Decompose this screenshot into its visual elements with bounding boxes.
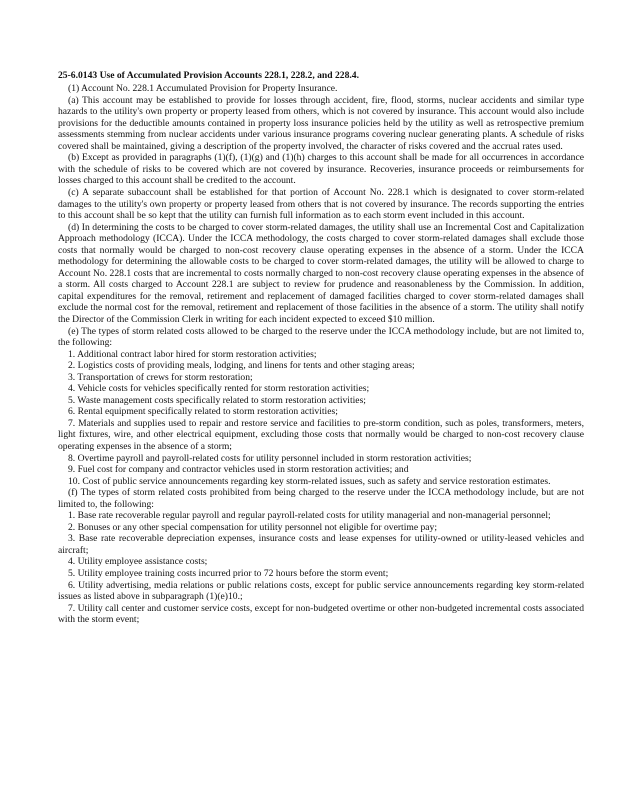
- list-item-f3: 3. Base rate recoverable depreciation expenses, insurance costs and lease expenses for utility-owned or utility-leased vehicles and aircraft;: [58, 533, 584, 556]
- rule-title: 25-6.0143 Use of Accumulated Provision Accounts 228.1, 228.2, and 228.4.: [58, 70, 359, 81]
- paragraph-1d: (d) In determining the costs to be charged to cover storm-related damages, the utility shall use an Incremental Cost and Capitalization Approach methodology (ICCA). Under the ICCA methodology, the costs charged to cover storm-related damages shall exclude those costs that normally would be charged to non-cost recovery clause operating expenses in the absence of a storm. Under the ICCA methodology for determining the allowable costs to be charged to cover storm-related damages, the utility will be allowed to charge to Account No. 228.1 costs that are incremental to costs normally charged to non-cost recovery clause operating expenses in the absence of a storm. All costs charged to Account 228.1 are subject to review for prudence and reasonableness by the Commission. In addition, capital expenditures for the removal, retirement and replacement of damaged facilities charged to cover storm-related damages shall exclude the normal cost for the removal, retirement and replacement of those facilities in the absence of a storm. The utility shall notify the Director of the Commission Clerk in writing for each incident expected to exceed $10 million.: [58, 221, 584, 325]
- list-item-e4: 4. Vehicle costs for vehicles specifically rented for storm restoration activities;: [68, 383, 370, 395]
- list-item-f5: 5. Utility employee training costs incurred prior to 72 hours before the storm event;: [68, 568, 389, 580]
- paragraph-1b: (b) Except as provided in paragraphs (1)(f), (1)(g) and (1)(h) charges to this account shall be made for all occurrences in accordance with the schedule of risks to be covered which are not covered by insurance. Recoveries, insurance proceeds or reimbursements for losses charged to this account shall be credited to the account.: [58, 152, 584, 187]
- list-item-e9: 9. Fuel cost for company and contractor vehicles used in storm restoration activities; and: [68, 464, 409, 476]
- list-item-e7: 7. Materials and supplies used to repair and restore service and facilities to pre-storm condition, such as poles, transformers, meters, light fixtures, wire, and other electrical equipment, excluding those costs that normally would be charged to non-cost recovery clause operating expenses in the absence of a storm;: [58, 417, 584, 452]
- paragraph-1: (1) Account No. 228.1 Accumulated Provision for Property Insurance.: [68, 83, 338, 95]
- paragraph-1e: (e) The types of storm related costs allowed to be charged to the reserve under the ICCA methodology include, but are not limited to, the following:: [58, 325, 584, 349]
- list-item-f6: 6. Utility advertising, media relations or public relations costs, except for public service announcements regarding key storm-related issues as listed above in subparagraph (1)(e)10.;: [58, 579, 584, 603]
- paragraph-1a: (a) This account may be established to provide for losses through accident, fire, flood, storms, nuclear accidents and similar type hazards to the utility's own property or property leased from others, which is not covered by insurance. This account would also include provisions for the deductible amounts contained in property loss insurance policies held by the utility as well as retrospective premium assessments stemming from nuclear accidents under various insurance programs covering nuclear generating plants. A schedule of risks covered shall be maintained, giving a description of the property involved, the character of risks covered and the accrual rates used.: [58, 94, 584, 152]
- paragraph-1c: (c) A separate subaccount shall be established for that portion of Account No. 228.1 which is designated to cover storm-related damages to the utility's own property or property leased from others that is not covered by insurance. The records supporting the entries to this account shall be so kept that the utility can furnish full information as to each storm event included in this account.: [58, 186, 584, 222]
- list-item-e5: 5. Waste management costs specifically related to storm restoration activities;: [68, 394, 366, 406]
- document-body: [58, 70, 584, 626]
- paragraph-1f: (f) The types of storm related costs prohibited from being charged to the reserve under the ICCA methodology include, but are not limited to, the following:: [58, 487, 584, 510]
- list-item-e2: 2. Logistics costs of providing meals, lodging, and linens for tents and other staging areas;: [68, 360, 415, 372]
- list-item-e1: 1. Additional contract labor hired for storm restoration activities;: [68, 348, 317, 360]
- list-item-e3: 3. Transportation of crews for storm restoration;: [68, 371, 253, 383]
- list-item-e10: 10. Cost of public service announcements regarding key storm-related issues, such as safety and service restoration estimates.: [68, 475, 551, 487]
- list-item-e8: 8. Overtime payroll and payroll-related costs for utility personnel included in storm restoration activities;: [68, 452, 472, 464]
- list-item-e6: 6. Rental equipment specifically related to storm restoration activities;: [68, 406, 338, 418]
- list-item-f7: 7. Utility call center and customer service costs, except for non-budgeted overtime or other non-budgeted incremental costs associated with the storm event;: [58, 602, 584, 626]
- list-item-f2: 2. Bonuses or any other special compensation for utility personnel not eligible for overtime pay;: [68, 521, 438, 533]
- list-item-f1: 1. Base rate recoverable regular payroll and regular payroll-related costs for utility managerial and non-managerial personnel;: [68, 510, 551, 522]
- list-item-f4: 4. Utility employee assistance costs;: [68, 556, 208, 568]
